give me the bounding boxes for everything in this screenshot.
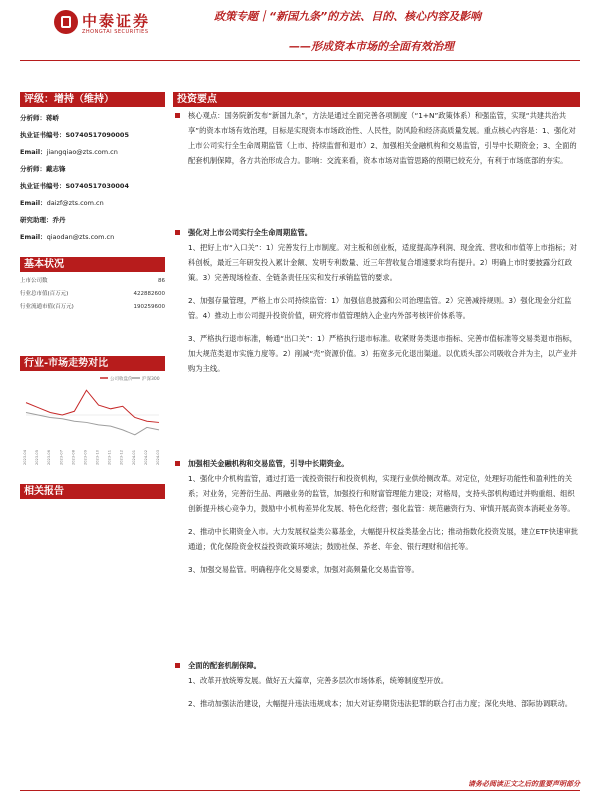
x-tick-label: 2023-11 <box>107 450 112 466</box>
bullet-icon <box>175 461 180 466</box>
logo-name-en: ZHONGTAI SECURITIES <box>82 29 149 35</box>
section-2-item-2: 2、推动中长期资金入市。大力发展权益类公募基金，大幅提升权益类基金占比；推动指数化投资发展，建立ETF快速审批通道；优化保险资金权益投资政策环境法；鼓励社保、养老、年金、银行理财和信托等。 <box>188 527 579 551</box>
basic-info-row <box>20 301 165 314</box>
bullet-icon <box>175 230 180 235</box>
logo-mark-icon <box>54 10 78 34</box>
analyst-label: Email： <box>20 233 47 241</box>
analyst-label: 研究助理： <box>20 216 53 224</box>
x-tick-label: 2023-12 <box>119 450 124 466</box>
series-line <box>26 390 159 422</box>
analyst-line <box>20 161 165 178</box>
x-tick-label: 2023-07 <box>59 450 64 466</box>
logo-name-cn: 中泰证券 <box>82 12 151 30</box>
trend-heading: 行业-市场走势对比 <box>20 356 165 371</box>
rating-heading: 评级：增持（维持） <box>20 92 165 107</box>
analyst-line <box>20 229 165 246</box>
basic-info-label: 行业流通市值(百万元) <box>20 304 74 310</box>
basic-info-value: 86 <box>158 278 165 284</box>
x-tick-label: 2024-01 <box>131 450 136 466</box>
core-view <box>188 108 580 168</box>
analyst-value[interactable]: jiangqiao@zts.com.cn <box>46 148 118 156</box>
analyst-line <box>20 212 165 229</box>
analyst-line <box>20 178 165 195</box>
basic-info-value: 422882600 <box>133 291 165 297</box>
basic-info-label: 上市公司数 <box>20 278 48 284</box>
company-logo <box>54 10 166 40</box>
trend-section <box>20 356 165 371</box>
x-tick-label: 2023-06 <box>47 450 52 466</box>
analyst-value[interactable]: daizf@zts.com.cn <box>46 199 104 207</box>
section-3-item-1: 1、改革开放统筹发展。做好五大篇章，完善多层次市场体系，统筹制度型开放。 <box>188 676 449 685</box>
legend-label: 沪深300 <box>142 377 160 382</box>
x-tick-label: 2023-08 <box>71 450 76 466</box>
section-2-item-3: 3、加强交易监管。明确程序化交易要求，加强对高频量化交易监管等。 <box>188 565 419 574</box>
analyst-list <box>20 110 165 246</box>
sidebar <box>20 92 165 314</box>
section-1 <box>188 225 580 376</box>
analyst-value[interactable]: qiaodan@zts.com.cn <box>46 233 115 241</box>
analyst-name: 乔丹 <box>52 216 66 224</box>
analyst-label: 分析师： <box>20 165 46 173</box>
section-3-title: 全面的配套机制保障。 <box>188 661 261 670</box>
x-tick-label: 2023-04 <box>23 450 27 466</box>
analyst-line <box>20 127 165 144</box>
x-tick-label: 2024-02 <box>143 450 148 466</box>
analyst-label: Email： <box>20 148 47 156</box>
footer-disclaimer: 请务必阅读正文之后的重要声明部分 <box>468 780 580 788</box>
section-2-item-1: 1、强化中介机构监管，通过打造一流投资银行和投资机构，实现行业供给侧改革。对定位，处理好功能性和盈利性的关系；对业务，完善衍生品、两融业务的监管，加强投行和财富管理能力建设；对格局，支持头部机构通过并购重组、组织创新提升核心竞争力，鼓励中小机构差异化发展、特色化经营；强化监管：规范融资行为、审慎开展高资本消耗业务等。 <box>188 474 575 513</box>
series-line <box>26 413 159 435</box>
analyst-label: 执业证书编号： <box>20 131 66 139</box>
section-1-title: 强化对上市公司实行全生命周期监管。 <box>188 228 313 237</box>
trend-chart <box>20 374 165 474</box>
analyst-label: Email： <box>20 199 47 207</box>
basic-info-row <box>20 275 165 288</box>
section-2-title: 加强相关金融机构和交易监管，引导中长期资金。 <box>188 459 349 468</box>
analyst-line <box>20 195 165 212</box>
main-heading: 投资要点 <box>173 92 580 107</box>
legend-label: 公司收盘价 <box>110 377 133 382</box>
analyst-label: 执业证书编号： <box>20 182 66 190</box>
analyst-value: S0740517090005 <box>65 131 129 139</box>
x-tick-label: 2024-03 <box>156 450 160 466</box>
bullet-icon <box>175 113 180 118</box>
section-1-item-3: 3、严格执行退市标准，畅通“出口关”：1）严格执行退市标准。收紧财务类退市指标、完善市值标准等交易类退市指标，加大规范类退市实施力度等。2）削减“壳”资源价值。3）拓宽多元化退出渠道。以优质头部公司吸收合并为主，以产业并购为主线。 <box>188 334 577 373</box>
section-3 <box>188 658 580 711</box>
basic-heading: 基本状况 <box>20 257 165 272</box>
core-view-text: 核心观点：国务院新发布“新国九条”，方法是通过全面完善各项制度（“1+N”政策体系）和强监管，实现“共建共治共享”的资本市场有效治理，目标是实现资本市场政治性、人民性，防风险和经济高质量发展。重点核心内容是：1、强化对上市公司实行全生命周期监管（上市、持续监督和退市）2、加强相关金融机构和交易监管，引导中长期资金；3、全面的配套机制保障，各方共治形成合力。影响：交流来看，资本市场对监管思路的预期已较充分，有利于市场底部的夯实。 <box>188 111 577 165</box>
section-1-item-1: 1、把好上市“入口关”：1）完善发行上市制度。对主板和创业板，适度提高净利润、现金流、营收和市值等上市指标；对科创板，最近三年研发投入累计金额、发明专利数量、近三年营收复合增速要求均有提升。2）明确上市时要披露分红政策。3）完善现场检查、全链条责任压实和发行承销监管的要求。 <box>188 243 577 282</box>
basic-info-row <box>20 288 165 301</box>
analyst-value: S0740517030004 <box>65 182 129 190</box>
analyst-line <box>20 144 165 161</box>
analyst-name: 戴志锋 <box>46 165 66 173</box>
x-tick-label: 2023-09 <box>83 450 88 466</box>
analyst-line <box>20 110 165 127</box>
basic-info <box>20 275 165 314</box>
x-tick-label: 2023-10 <box>95 450 100 466</box>
related-heading: 相关报告 <box>20 484 165 499</box>
x-tick-label: 2023-05 <box>35 450 40 466</box>
report-subtitle: ——形成资本市场的全面有效治理 <box>289 40 454 53</box>
analyst-name: 蒋峤 <box>46 114 59 122</box>
basic-info-value: 190259600 <box>133 304 165 310</box>
header-divider <box>20 60 580 61</box>
section-3-item-2: 2、推动加强法治建设，大幅提升违法违规成本；加大对证券期货违法犯罪的联合打击力度；深化央地、部际协调联动。 <box>188 699 573 708</box>
analyst-label: 分析师： <box>20 114 46 122</box>
basic-info-label: 行业总市值(百万元) <box>20 291 69 297</box>
section-2 <box>188 456 580 577</box>
related-section <box>20 484 165 499</box>
section-1-item-2: 2、加强存量管理，严格上市公司持续监管：1）加强信息披露和公司治理监管。2）完善减持规则。3）强化现金分红监管。4）推动上市公司提升投资价值，研究将市值管理纳入企业内外部考核评价体系等。 <box>188 296 572 320</box>
footer-divider <box>20 790 580 791</box>
bullet-icon <box>175 663 180 668</box>
report-title: 政策专题｜“新国九条”的方法、目的、核心内容及影响 <box>214 10 482 23</box>
